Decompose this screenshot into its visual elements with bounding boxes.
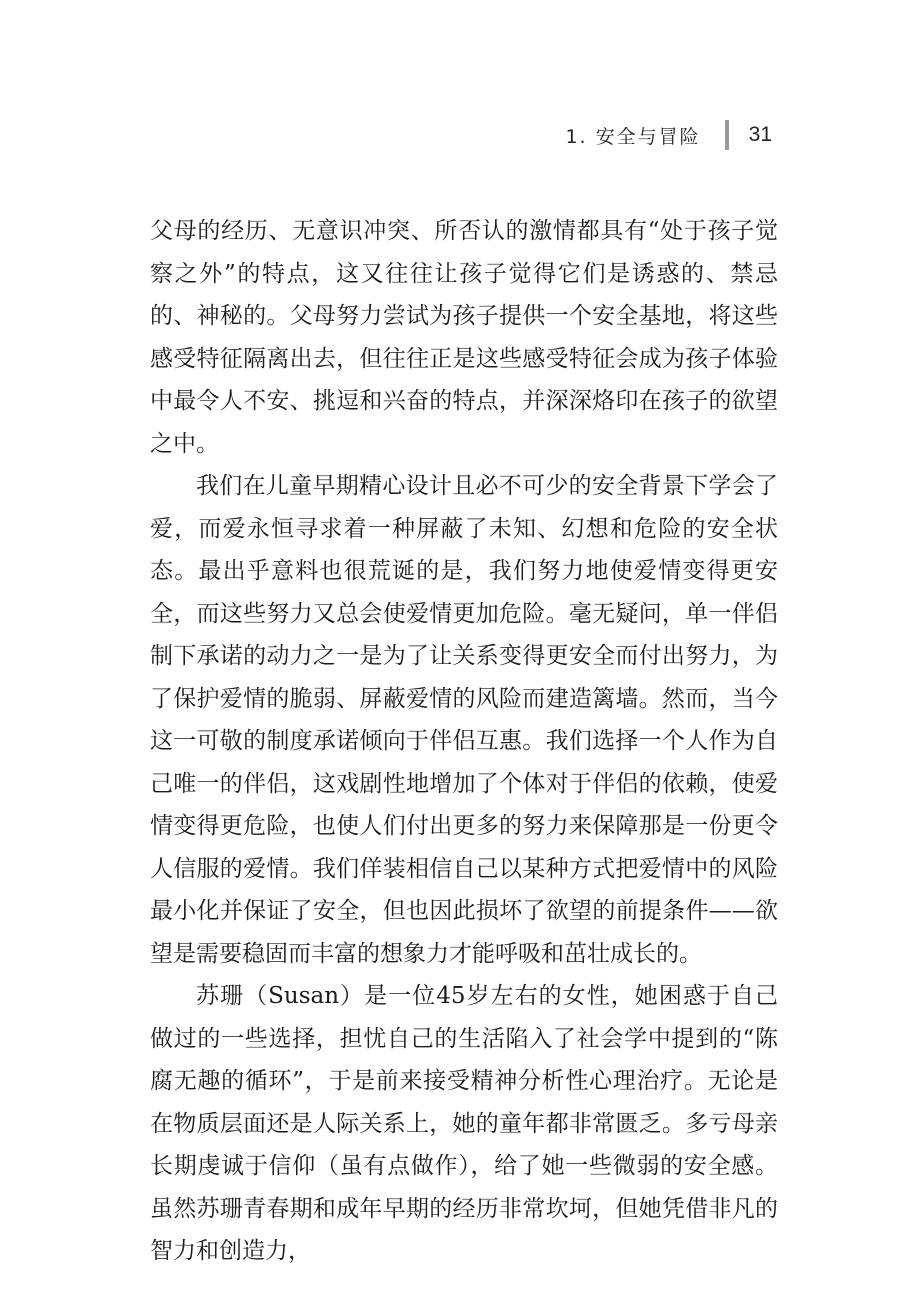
paragraph-1: 父母的经历、无意识冲突、所否认的激情都具有“处于孩子觉察之外”的特点，这又往往让孩子觉得它们是诱惑的、禁忌的、神秘的。父母努力尝试为孩子提供一个安全基地，将这些感受特征隔离出去，但往往正是这些感受特征会成为孩子体验中最令人不安、挑逗和兴奋的特点，并深深烙印在孩子的欲望之中。 [150, 218, 778, 457]
paragraph-2: 我们在儿童早期精心设计且必不可少的安全背景下学会了爱，而爱永恒寻求着一种屏蔽了未知、幻想和危险的安全状态。最出乎意料也很荒诞的是，我们努力地使爱情变得更安全，而这些努力又总会使爱情更加危险。毫无疑问，单一伴侣制下承诺的动力之一是为了让关系变得更安全而付出努力，为了保护爱情的脆弱、屏蔽爱情的风险而建造篱墙。然而，当今这一可敬的制度承诺倾向于伴侣互惠。我们选择一个人作为自己唯一的伴侣，这戏剧性地增加了个体对于伴侣的依赖，使爱情变得更危险，也使人们付出更多的努力来保障那是一份更令人信服的爱情。我们佯装相信自己以某种方式把爱情中的风险最小化并保证了安全，但也因此损坏了欲望的前提条件——欲望是需要稳固而丰富的想象力才能呼吸和茁壮成长的。 [150, 473, 778, 967]
header-divider [725, 120, 729, 150]
chapter-title: 1. 安全与冒险 [565, 125, 701, 148]
body-text [150, 210, 778, 1273]
page-number: 31 [748, 123, 772, 146]
paragraph-3: 苏珊（Susan）是一位45岁左右的女性，她困惑于自己做过的一些选择，担忧自己的生活陷入了社会学中提到的“陈腐无趣的循环”，于是前来接受精神分析性心理治疗。无论是在物质层面还是人际关系上，她的童年都非常匮乏。多亏母亲长期虔诚于信仰（虽有点做作），给了她一些微弱的安全感。虽然苏珊青春期和成年早期的经历非常坎坷，但她凭借非凡的智力和创造力， [150, 983, 778, 1264]
running-header [565, 118, 772, 152]
